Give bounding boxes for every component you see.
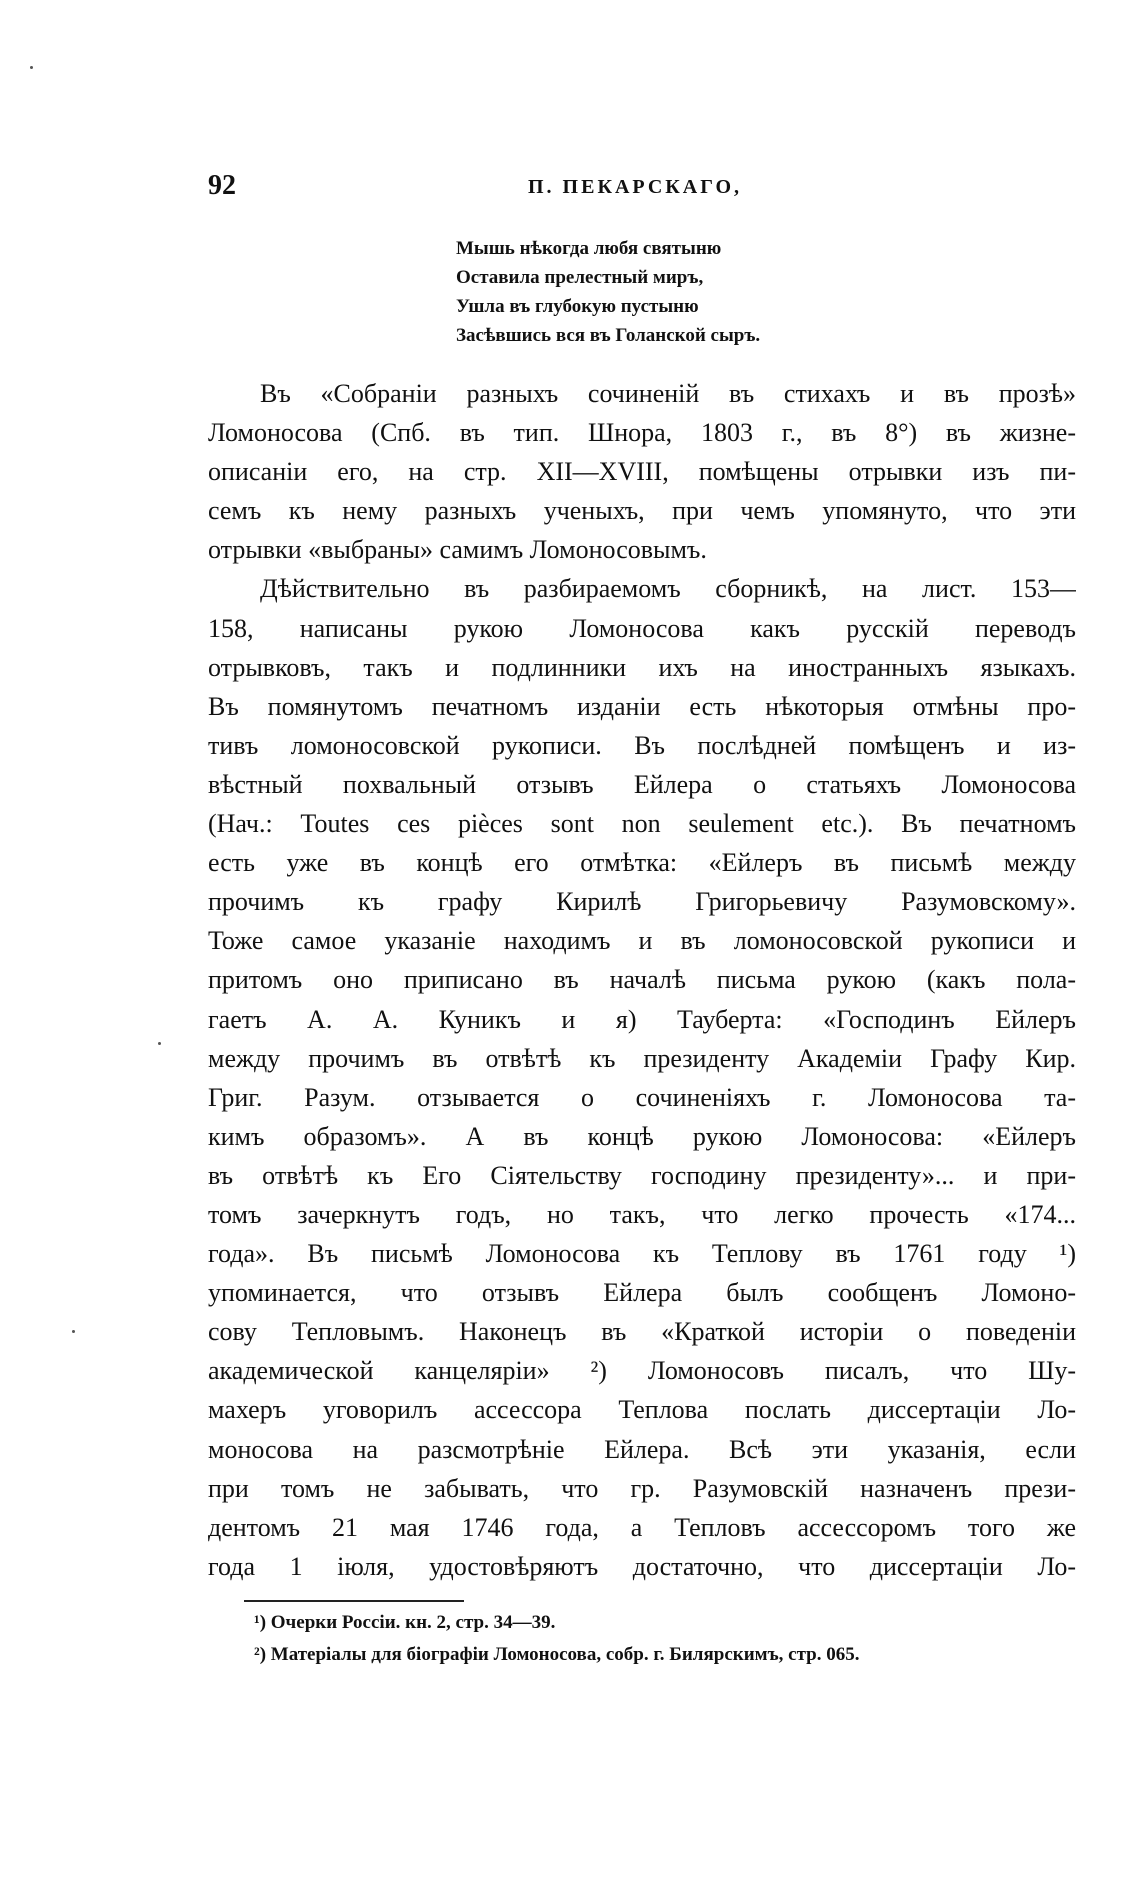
text-line: кимъ образомъ». А въ концѣ рукою Ломоносова: «Ейлеръ — [208, 1121, 1076, 1151]
text-line: притомъ оно приписано въ началѣ письма рукою (какъ пола- — [208, 965, 1076, 995]
text-line: есть уже въ концѣ его отмѣтка: «Ейлеръ въ письмѣ между — [208, 848, 1076, 878]
text-line: гаетъ А. А. Куникъ и я) Тауберта: «Господинъ Ейлеръ — [208, 1004, 1076, 1034]
footnotes — [254, 1607, 1084, 1671]
text-line: дентомъ 21 мая 1746 года, а Тепловъ ассессоромъ того же — [208, 1512, 1076, 1542]
text-line: томъ зачеркнутъ годъ, но такъ, что легко прочесть «174... — [208, 1199, 1076, 1229]
text-line: въ отвѣтѣ къ Его Сіятельству господину президенту»... и при- — [208, 1160, 1076, 1190]
text-line: года». Въ письмѣ Ломоносова къ Теплову въ 1761 году ¹) — [208, 1239, 1076, 1269]
text-line: описаніи его, на стр. XII—XVIII, помѣщены отрывки изъ пи- — [208, 457, 1076, 487]
text-line: тивъ ломоносовской рукописи. Въ послѣдней помѣщенъ и из- — [208, 730, 1076, 760]
text-line: отрывки «выбраны» самимъ Ломоносовымъ. — [208, 535, 707, 565]
text-line: Дѣйствительно въ разбираемомъ сборникѣ, на лист. 153— — [260, 574, 1076, 604]
text-line: (Нач.: Toutes ces pièces sont non seulement etc.). Въ печатномъ — [208, 809, 1076, 839]
text-line: 158, написаны рукою Ломоносова какъ русскій переводъ — [208, 613, 1076, 643]
paragraph-1 — [208, 374, 1076, 569]
text-line: Григ. Разум. отзывается о сочиненіяхъ г. Ломоносова та- — [208, 1082, 1076, 1112]
text-line: семъ къ нему разныхъ ученыхъ, при чемъ упомянуто, что эти — [208, 496, 1076, 526]
text-line: при томъ не забывать, что гр. Разумовскій назначенъ прези- — [208, 1473, 1076, 1503]
poem-line: Засѣвшись вся въ Голанской сыръ. — [456, 325, 761, 346]
text-line: Ломоносова (Спб. въ тип. Шнора, 1803 г., въ 8°) въ жизне- — [208, 418, 1076, 448]
text-line: между прочимъ въ отвѣтѣ къ президенту Академіи Графу Кир. — [208, 1043, 1076, 1073]
footnote-1: ¹) Очерки Россіи. кн. 2, стр. 34—39. — [254, 1612, 556, 1633]
footnote-2: ²) Матеріалы для біографіи Ломоносова, собр. г. Билярскимъ, стр. 065. — [254, 1644, 860, 1665]
epigraph-poem — [456, 234, 956, 350]
text-line: Въ помянутомъ печатномъ изданіи есть нѣкоторыя отмѣны про- — [208, 691, 1076, 721]
poem-line: Оставила прелестный миръ, — [456, 267, 704, 288]
text-line: прочимъ къ графу Кирилѣ Григорьевичу Разумовскому». — [208, 887, 1076, 917]
page-header — [208, 168, 1076, 204]
footnote-divider — [244, 1600, 464, 1602]
text-line: отрывковъ, такъ и подлинники ихъ на иностранныхъ языкахъ. — [208, 652, 1076, 682]
scan-speck — [158, 1042, 161, 1045]
text-line: года 1 іюля, удостовѣряютъ достаточно, что диссертаціи Ло- — [208, 1551, 1076, 1581]
text-line: махеръ уговорилъ ассессора Теплова послать диссертаціи Ло- — [208, 1395, 1076, 1425]
scan-speck — [30, 66, 33, 69]
body-text — [208, 374, 1076, 1586]
text-line: моносова на разсмотрѣніе Ейлера. Всѣ эти указанія, если — [208, 1434, 1076, 1464]
text-line: академической канцеляріи» ²) Ломоносовъ писалъ, что Шу- — [208, 1356, 1076, 1386]
text-line: сову Тепловымъ. Наконецъ въ «Краткой исторіи о поведеніи — [208, 1317, 1076, 1347]
poem-line: Мышь нѣкогда любя святыню — [456, 238, 722, 259]
running-title: П. ПЕКАРСКАГО, — [528, 176, 743, 198]
text-line: вѣстный похвальный отзывъ Ейлера о статьяхъ Ломоносова — [208, 769, 1076, 799]
scan-speck — [72, 1330, 75, 1333]
page-number: 92 — [208, 170, 236, 201]
text-line: Въ «Собраніи разныхъ сочиненій въ стихахъ и въ прозѣ» — [260, 379, 1076, 408]
text-line: Тоже самое указаніе находимъ и въ ломоносовской рукописи и — [208, 926, 1076, 956]
poem-line: Ушла въ глубокую пустыню — [456, 296, 699, 317]
text-line: упоминается, что отзывъ Ейлера былъ сообщенъ Ломоно- — [208, 1278, 1076, 1308]
paragraph-2 — [208, 569, 1076, 1585]
